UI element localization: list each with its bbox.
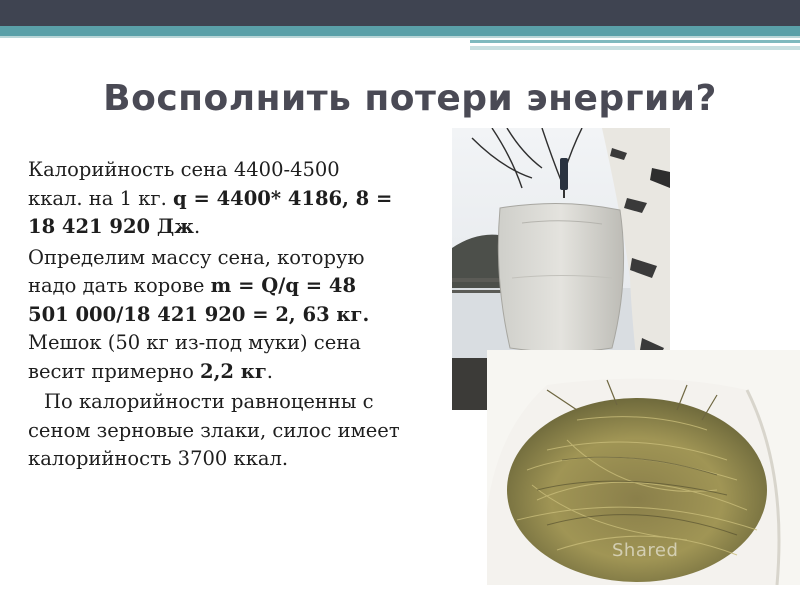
formula-energy: q = 4400* 4186, 8 = 18 421 920 Дж bbox=[28, 186, 393, 238]
value-sack-weight: 2,2 кг bbox=[200, 359, 267, 383]
slide-title: Восполнить потери энергии? bbox=[103, 78, 717, 119]
top-bar-accent-line-light bbox=[470, 46, 800, 50]
text-mass-intro: Определим массу сена, которую надо дать корове bbox=[28, 245, 365, 297]
slide-body bbox=[28, 156, 400, 476]
paragraph-mass bbox=[28, 244, 400, 387]
paragraph-calorific-value bbox=[28, 156, 400, 242]
top-bar-teal bbox=[0, 26, 800, 36]
text-calorific: Калорийность сена 4400-4500 ккал. на 1 кг. bbox=[28, 158, 340, 210]
period: . bbox=[193, 215, 201, 238]
paragraph-equivalents: По калорийности равноценны с сеном зерновые злаки, силос имеет калорийность 3700 ккал. bbox=[28, 390, 400, 470]
watermark-text: Shared bbox=[612, 540, 679, 561]
top-bar-dark bbox=[0, 0, 800, 26]
period: . bbox=[266, 359, 273, 383]
text-sack: Мешок (50 кг из-под муки) сена весит примерно bbox=[28, 331, 361, 383]
formula-mass: m = Q/q = 48 501 000/18 421 920 = 2, 63 кг. bbox=[28, 274, 370, 326]
top-bar-stripe bbox=[0, 36, 800, 38]
top-bar-accent-line bbox=[470, 40, 800, 43]
